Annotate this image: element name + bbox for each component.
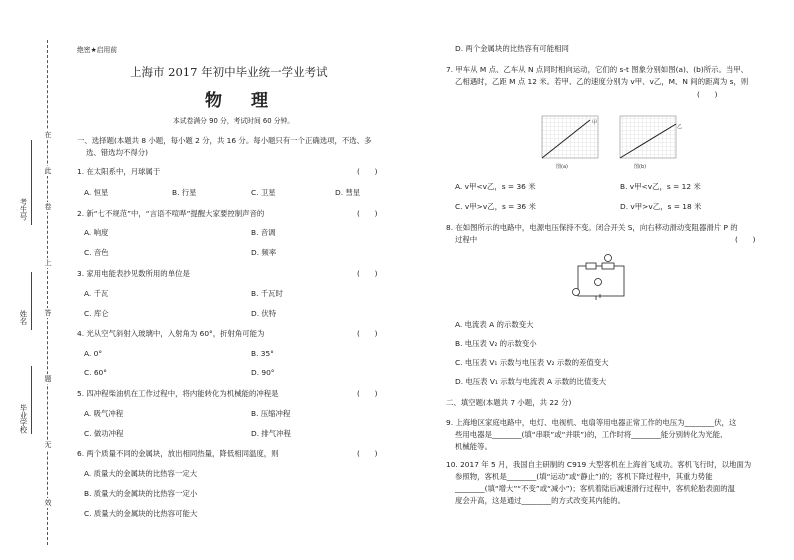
q5-stem: 5. 四冲程柴油机在工作过程中，将内能转化为机械能的冲程是 <box>77 389 279 398</box>
q3-answer-paren[interactable]: ( ) <box>357 269 378 278</box>
chart-b-series-label: 乙 <box>677 124 683 130</box>
q1-answer-paren[interactable]: ( ) <box>357 167 378 176</box>
q5-option-b[interactable]: B. 压缩冲程 <box>251 409 291 418</box>
q2-stem: 2. 新“七不规范”中，“言语不喧哗”提醒大家要控制声音的 <box>77 209 265 218</box>
school-label: 毕业学校 <box>19 404 28 434</box>
q10-line1: 10. 2017 年 5 月，我国自主研制的 C919 大型客机在上海首飞成功。客机飞行时，以地面为 <box>446 460 752 469</box>
q4-option-b[interactable]: B. 35° <box>251 349 274 358</box>
chart-b-caption: 图(b) <box>634 164 647 170</box>
q6-option-d[interactable]: D. 两个金属块的比热容有可能相同 <box>455 44 569 53</box>
q4-answer-paren[interactable]: ( ) <box>357 329 378 338</box>
section1-heading: 一、选择题(本题共 8 小题，每小题 2 分，共 16 分。每小题只有一个正确选项，不选、多 <box>77 136 372 145</box>
margin-char-4: 上 <box>44 259 52 267</box>
q6-option-c[interactable]: C. 质量大的金属块的比热容可能大 <box>84 509 198 518</box>
q6-option-b[interactable]: B. 质量大的金属块的比热容一定小 <box>84 489 198 498</box>
margin-char-5: 答 <box>44 309 52 317</box>
q2-option-b[interactable]: B. 音调 <box>251 228 276 237</box>
q3-option-a[interactable]: A. 千瓦 <box>84 289 109 298</box>
q4-option-d[interactable]: D. 90° <box>251 368 275 377</box>
q1-option-a[interactable]: A. 恒星 <box>84 188 109 197</box>
margin-char-8: 效 <box>44 499 52 507</box>
q8-circuit-diagram <box>568 254 634 302</box>
q3-option-d[interactable]: D. 伏特 <box>251 309 277 318</box>
q5-answer-paren[interactable]: ( ) <box>357 389 378 398</box>
chart-b <box>620 116 682 170</box>
q6-answer-paren[interactable]: ( ) <box>357 449 378 458</box>
q8-option-d[interactable]: D. 电压表 V₁ 示数与电流表 A 示数的比值变大 <box>455 377 607 386</box>
q8-option-a[interactable]: A. 电流表 A 的示数变大 <box>455 320 534 329</box>
q8-line2: 过程中 <box>455 235 478 244</box>
q1-option-c[interactable]: C. 卫星 <box>251 188 276 197</box>
candidate-number-label: 考生号 <box>19 198 28 221</box>
margin-char-6: 题 <box>44 375 52 383</box>
q5-option-d[interactable]: D. 排气冲程 <box>251 429 291 438</box>
q1-option-d[interactable]: D. 彗星 <box>335 188 361 197</box>
q7-line1: 7. 甲车从 M 点、乙车从 N 点同时相向运动，它们的 s-t 图象分别如图(a)、(b)所示。当甲、 <box>446 65 749 74</box>
q4-option-a[interactable]: A. 0° <box>84 349 103 358</box>
margin-char-1: 在 <box>44 131 52 139</box>
q7-answer-paren[interactable]: ( ) <box>697 90 718 99</box>
margin-char-7: 无 <box>44 441 52 449</box>
q4-option-c[interactable]: C. 60° <box>84 368 107 377</box>
margin-char-3: 卷 <box>44 203 52 211</box>
section1-heading-cont: 选、错选均不得分) <box>86 148 149 157</box>
q8-option-c[interactable]: C. 电压表 V₁ 示数与电压表 V₂ 示数的差值变大 <box>455 358 609 367</box>
q5-option-c[interactable]: C. 做功冲程 <box>84 429 124 438</box>
margin-char-2: 此 <box>44 167 52 175</box>
q7-option-b[interactable]: B. v甲<v乙，s = 12 米 <box>620 182 701 191</box>
q3-option-c[interactable]: C. 库仑 <box>84 309 109 318</box>
q8-option-b[interactable]: B. 电压表 V₂ 的示数变小 <box>455 339 537 348</box>
q2-option-d[interactable]: D. 频率 <box>251 248 277 257</box>
q4-stem: 4. 光从空气斜射入玻璃中，入射角为 60°，折射角可能为 <box>77 329 265 338</box>
binding-dashed-line <box>47 40 48 545</box>
q1-stem: 1. 在太阳系中，月球属于 <box>77 167 161 176</box>
section2-heading: 二、填空题(本题共 7 小题，共 22 分) <box>446 398 572 407</box>
q1-option-b[interactable]: B. 行星 <box>172 188 197 197</box>
q2-option-a[interactable]: A. 响度 <box>84 228 109 237</box>
q3-option-b[interactable]: B. 千瓦时 <box>251 289 283 298</box>
q3-stem: 3. 家用电能表抄见数所用的单位是 <box>77 269 190 278</box>
q6-stem: 6. 两个质量不同的金属块，放出相同热量，降低相同温度，则 <box>77 449 279 458</box>
q2-option-c[interactable]: C. 音色 <box>84 248 109 257</box>
chart-a-series-label: 甲 <box>592 120 598 126</box>
candidate-number-line[interactable] <box>31 140 32 225</box>
name-label: 姓名 <box>19 310 28 325</box>
q9-line2[interactable]: 些用电器是________(填“串联”或“并联”)的，工作时将________能分别转化为光能、 <box>455 430 728 439</box>
exam-title: 上海市 2017 年初中毕业统一学业考试 <box>130 65 328 79</box>
q10-line3[interactable]: ________(填“增大”“不变”或“减小”)；客机着陆后减速滑行过程中，客机轮胎表面的温 <box>455 484 736 493</box>
chart-a-caption: 图(a) <box>556 164 568 170</box>
q9-line3: 机械能等。 <box>455 442 492 451</box>
chart-a <box>542 116 598 170</box>
q10-line2[interactable]: 参照物，客机是________(填“运动”或“静止”)的；客机下降过程中，其重力势能 <box>455 472 713 481</box>
q8-answer-paren[interactable]: ( ) <box>735 235 756 244</box>
school-line[interactable] <box>31 366 32 434</box>
q10-line4[interactable]: 度会升高，这是通过________的方式改变其内能的。 <box>455 496 625 505</box>
q7-option-a[interactable]: A. v甲<v乙，s = 36 米 <box>455 182 536 191</box>
q2-answer-paren[interactable]: ( ) <box>357 209 378 218</box>
q5-option-a[interactable]: A. 吸气冲程 <box>84 409 124 418</box>
subject-title: 物 理 <box>205 91 274 111</box>
q7-st-charts <box>534 110 714 170</box>
q8-line1: 8. 在如图所示的电路中，电源电压保持不变。闭合开关 S，向右移动滑动变阻器滑片 P 的 <box>446 223 738 232</box>
exam-note: 本试卷满分 90 分，考试时间 60 分钟。 <box>173 117 295 125</box>
q7-option-c[interactable]: C. v甲>v乙，s = 36 米 <box>455 202 536 211</box>
name-line[interactable] <box>31 272 32 330</box>
q7-line2: 乙相遇时，乙距 M 点 12 米。若甲、乙的速度分别为 v甲、v乙，M、N 间的距离为 s，则 <box>455 77 749 86</box>
q9-line1[interactable]: 9. 上海地区家庭电路中，电灯、电视机、电扇等用电器正常工作的电压为________伏，这 <box>446 418 737 427</box>
q6-option-a[interactable]: A. 质量大的金属块的比热容一定大 <box>84 469 198 478</box>
q7-option-d[interactable]: D. v甲>v乙，s = 18 米 <box>620 202 702 211</box>
secret-mark: 绝密★启用前 <box>77 46 118 54</box>
